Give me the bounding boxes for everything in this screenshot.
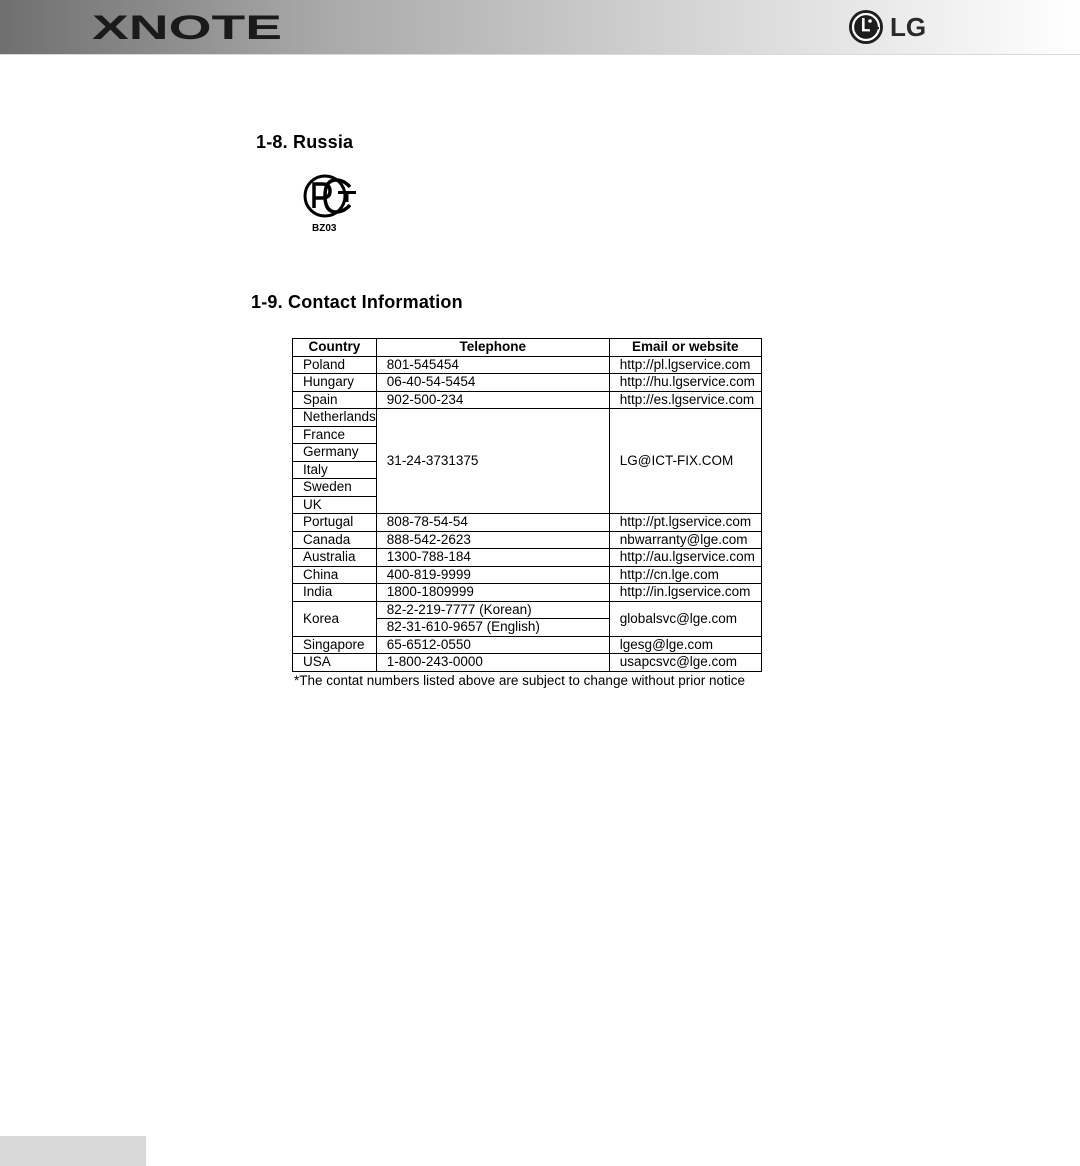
- telephone-cell: 82-2-219-7777 (Korean): [376, 601, 609, 619]
- web-cell: nbwarranty@lge.com: [609, 531, 761, 549]
- country-cell: Singapore: [293, 636, 377, 654]
- country-cell: China: [293, 566, 377, 584]
- column-header-web: Email or website: [609, 339, 761, 357]
- table-row: [293, 409, 762, 427]
- country-cell: Korea: [293, 601, 377, 636]
- svg-text:XNOTE: XNOTE: [92, 10, 282, 44]
- section-title-contact: 1-9. Contact Information: [251, 292, 463, 312]
- web-cell: http://pt.lgservice.com: [609, 514, 761, 532]
- telephone-cell: 1300-788-184: [376, 549, 609, 567]
- telephone-cell: 400-819-9999: [376, 566, 609, 584]
- footnote: *The contat numbers listed above are subject to change without prior notice: [294, 673, 746, 688]
- telephone-cell: 65-6512-0550: [376, 636, 609, 654]
- country-cell: Poland: [293, 356, 377, 374]
- lg-face-icon: [848, 9, 884, 45]
- web-cell: http://pl.lgservice.com: [609, 356, 761, 374]
- section-title-russia: 1-8. Russia: [256, 132, 354, 152]
- telephone-cell: 1800-1809999: [376, 584, 609, 602]
- telephone-cell: 82-31-610-9657 (English): [376, 619, 609, 637]
- column-header-telephone: Telephone: [376, 339, 609, 357]
- country-cell: Germany: [293, 444, 377, 462]
- country-cell: Italy: [293, 461, 377, 479]
- web-cell: usapcsvc@lge.com: [609, 654, 761, 672]
- table-row: [293, 391, 762, 409]
- table-row: [293, 601, 762, 619]
- lg-logo: [848, 9, 926, 45]
- web-cell: http://au.lgservice.com: [609, 549, 761, 567]
- column-header-country: Country: [293, 339, 377, 357]
- web-cell: http://in.lgservice.com: [609, 584, 761, 602]
- web-cell: globalsvc@lge.com: [609, 601, 761, 636]
- web-cell: LG@ICT-FIX.COM: [609, 409, 761, 514]
- web-cell: http://es.lgservice.com: [609, 391, 761, 409]
- table-row: [293, 549, 762, 567]
- table-row: [293, 356, 762, 374]
- table-header-row: [293, 339, 762, 357]
- web-cell: lgesg@lge.com: [609, 636, 761, 654]
- table-row: [293, 566, 762, 584]
- country-cell: UK: [293, 496, 377, 514]
- telephone-cell: 888-542-2623: [376, 531, 609, 549]
- country-cell: Portugal: [293, 514, 377, 532]
- pct-certification-mark: [298, 172, 360, 234]
- telephone-cell: 801-545454: [376, 356, 609, 374]
- table-row: [293, 584, 762, 602]
- page-header: [0, 0, 1080, 54]
- telephone-cell: 902-500-234: [376, 391, 609, 409]
- country-cell: Spain: [293, 391, 377, 409]
- table-row: [293, 636, 762, 654]
- table-row: [293, 514, 762, 532]
- telephone-cell: 31-24-3731375: [376, 409, 609, 514]
- country-cell: Hungary: [293, 374, 377, 392]
- country-cell: Australia: [293, 549, 377, 567]
- country-cell: USA: [293, 654, 377, 672]
- table-row: [293, 374, 762, 392]
- country-cell: Netherlands: [293, 409, 377, 427]
- xnote-logo: [92, 10, 284, 44]
- web-cell: http://hu.lgservice.com: [609, 374, 761, 392]
- header-divider: [0, 54, 1080, 55]
- lg-wordmark: LG: [890, 11, 927, 42]
- table-row: [293, 531, 762, 549]
- country-cell: Canada: [293, 531, 377, 549]
- telephone-cell: 1-800-243-0000: [376, 654, 609, 672]
- telephone-cell: 06-40-54-5454: [376, 374, 609, 392]
- contact-table: [292, 338, 762, 672]
- footer-page-tab: [0, 1136, 146, 1166]
- telephone-cell: 808-78-54-54: [376, 514, 609, 532]
- table-row: [293, 654, 762, 672]
- country-cell: India: [293, 584, 377, 602]
- country-cell: France: [293, 426, 377, 444]
- country-cell: Sweden: [293, 479, 377, 497]
- web-cell: http://cn.lge.com: [609, 566, 761, 584]
- svg-text:BZ03: BZ03: [312, 223, 337, 234]
